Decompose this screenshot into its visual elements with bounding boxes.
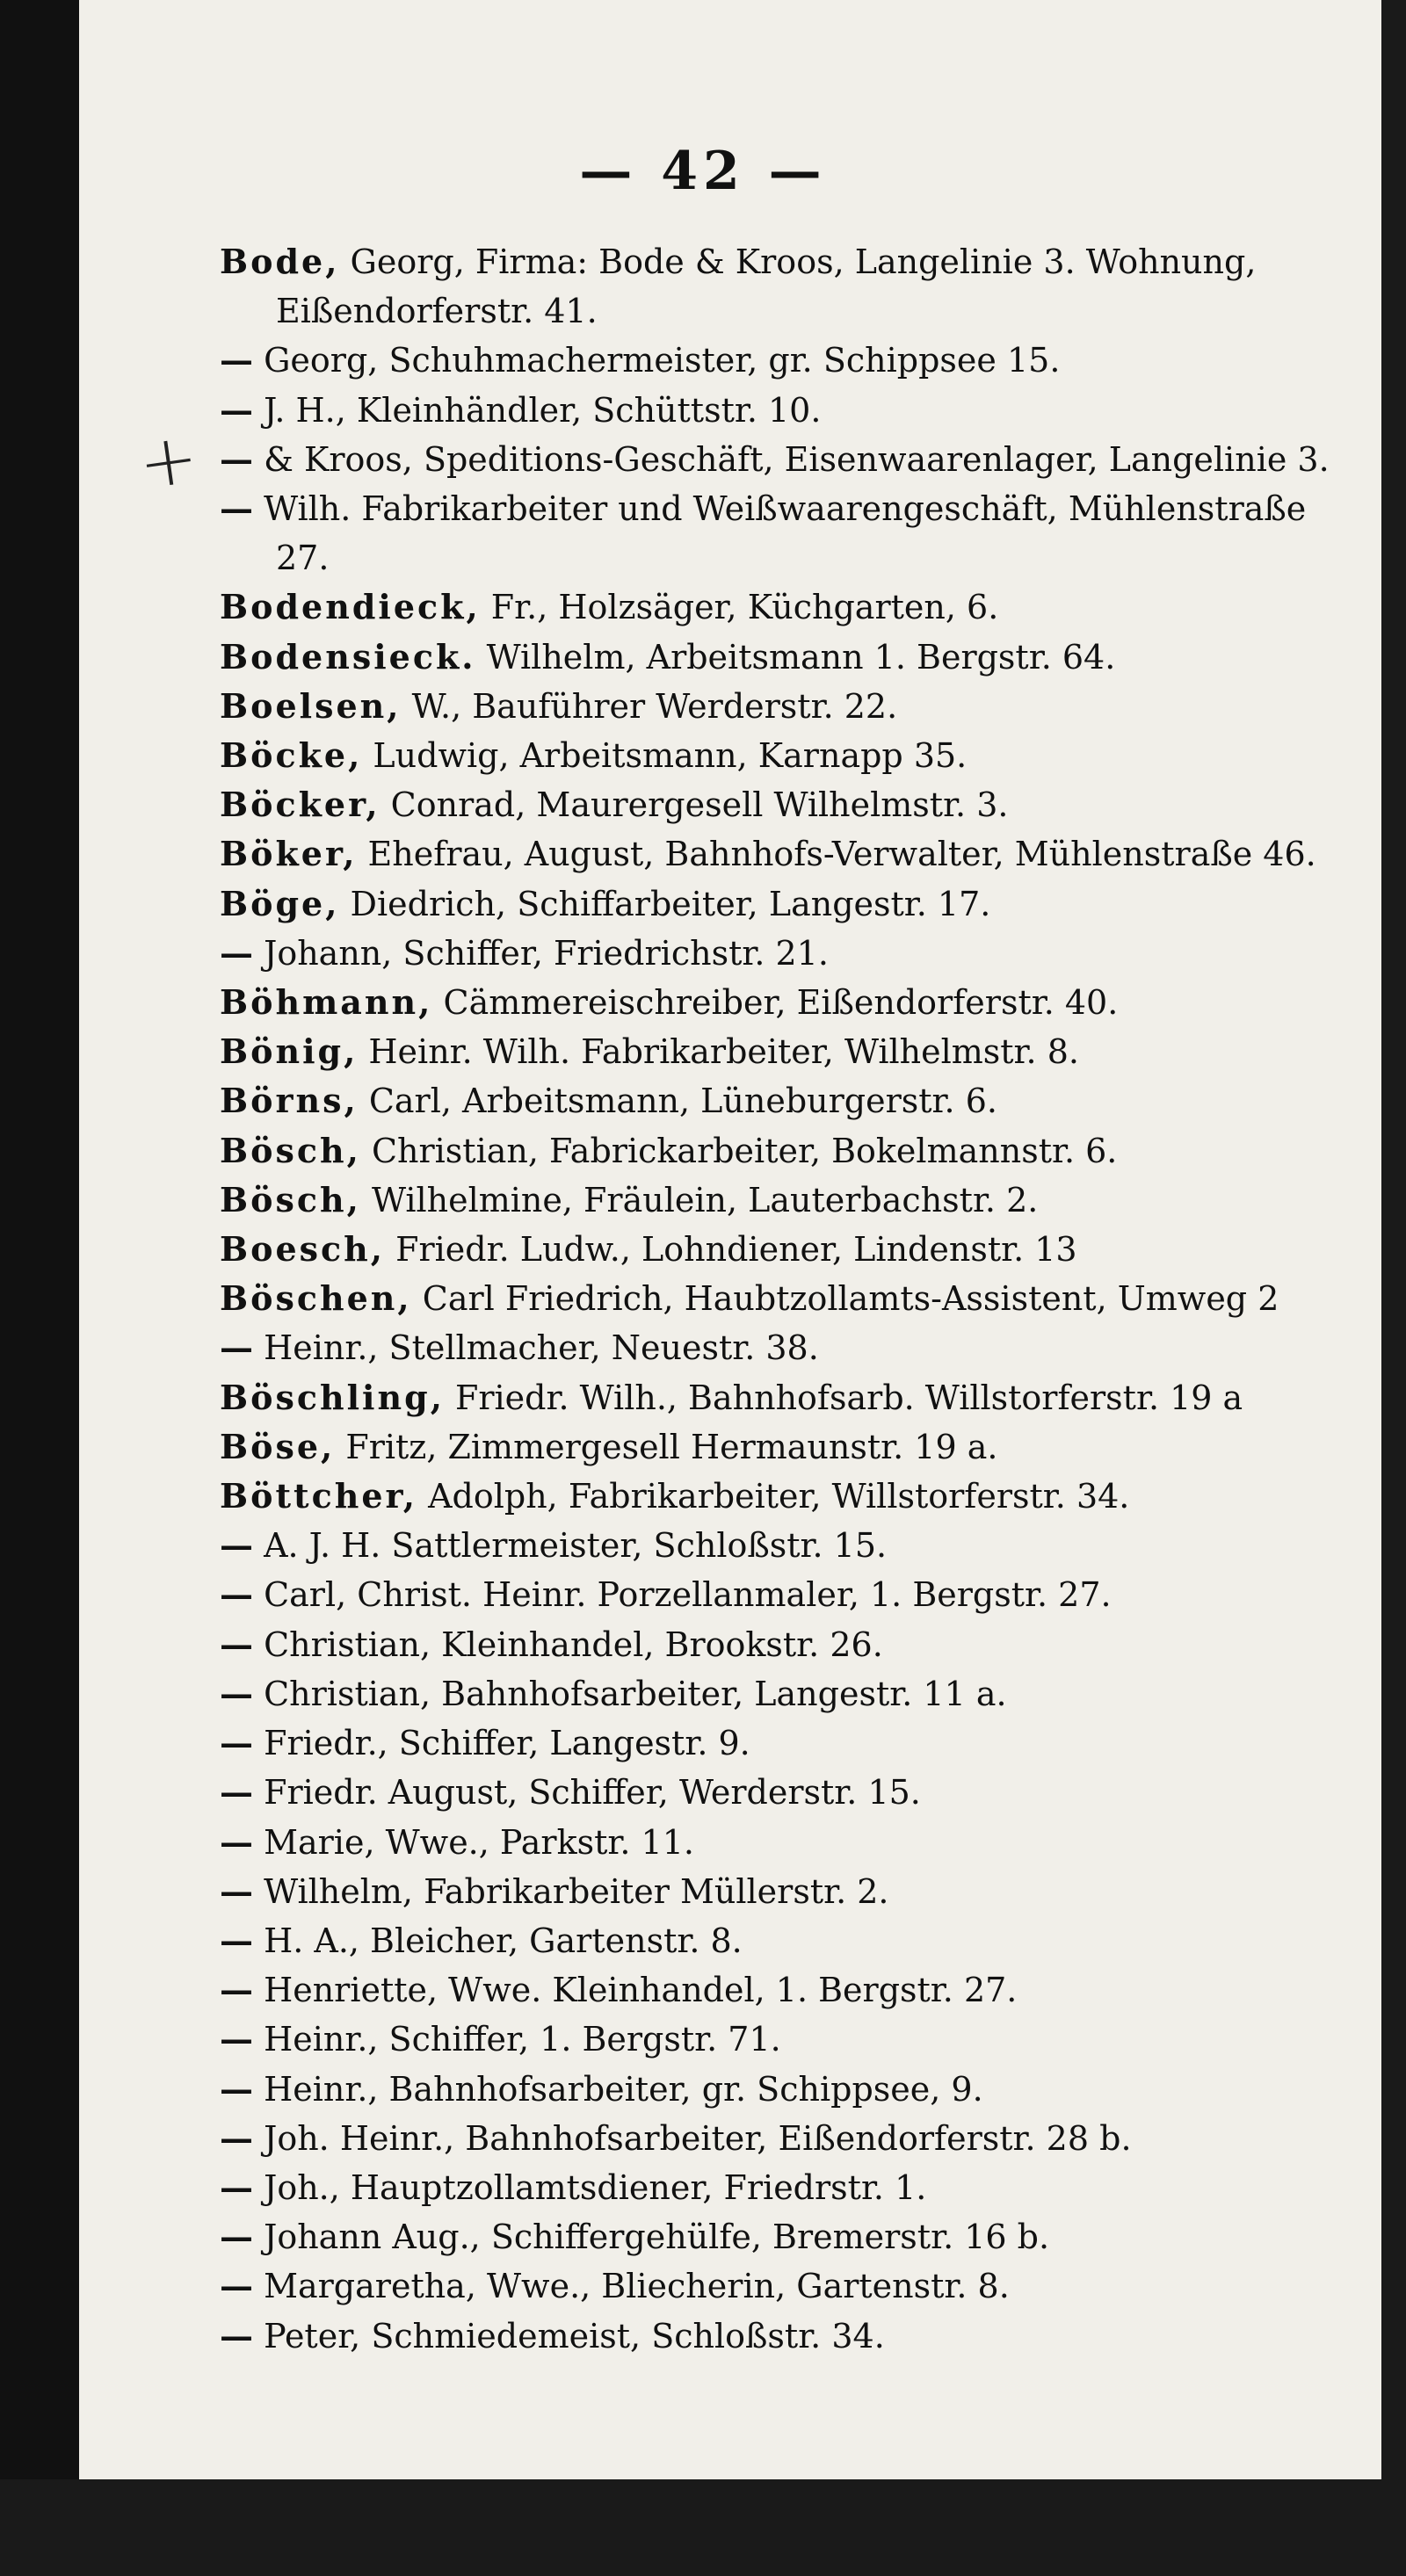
directory-entry (220, 484, 1362, 582)
directory-entries (220, 237, 1362, 2361)
directory-entry (220, 2312, 1362, 2361)
directory-entry (220, 1818, 1362, 1867)
directory-entry (220, 1570, 1362, 1619)
ditto-dash: — (220, 2266, 253, 2306)
scan-margin-right (1381, 0, 1406, 2576)
ditto-dash: — (220, 1970, 253, 2010)
entry-details: Friedr. August, Schiffer, Werderstr. 15. (253, 1773, 921, 1813)
entry-details: Margaretha, Wwe., Bliecherin, Gartenstr. 8. (253, 2267, 1010, 2306)
ditto-dash: — (220, 932, 253, 973)
directory-entry (220, 1373, 1362, 1422)
directory-entry (220, 1126, 1362, 1176)
ditto-dash: — (220, 1821, 253, 1862)
directory-entry (220, 682, 1362, 731)
directory-entry (220, 1768, 1362, 1817)
entry-surname: Börns, (220, 1081, 359, 1121)
entry-details: Adolph, Fabrikarbeiter, Willstorferstr. 34. (417, 1477, 1130, 1516)
entry-surname: Bodendieck, (220, 587, 481, 627)
entry-details: Ehefrau, August, Bahnhofs-Verwalter, Mühlenstraße 46. (357, 835, 1316, 874)
entry-details: Heinr., Schiffer, 1. Bergstr. 71. (253, 2020, 781, 2059)
directory-entry (220, 780, 1362, 829)
entry-surname: Böttcher, (220, 1476, 417, 1516)
directory-entry (220, 1472, 1362, 1521)
ditto-dash: — (220, 389, 253, 430)
ditto-dash: — (220, 2117, 253, 2158)
ditto-dash: — (220, 1723, 253, 1763)
entry-details: Joh., Hauptzollamtsdiener, Friedrstr. 1. (253, 2167, 927, 2207)
entry-surname: Böse, (220, 1426, 336, 1466)
entry-details: Henriette, Wwe. Kleinhandel, 1. Bergstr. 27. (253, 1971, 1018, 2010)
entry-details: Wilhelmine, Fräulein, Lauterbachstr. 2. (360, 1180, 1039, 1219)
entry-surname: Bode, (220, 242, 340, 281)
entry-details: Conrad, Maurergesell Wilhelmstr. 3. (380, 785, 1009, 825)
entry-details: Johann Aug., Schiffergehülfe, Bremerstr. 16 b. (253, 2218, 1050, 2257)
entry-details: W., Bauführer Werderstr. 22. (401, 686, 898, 726)
directory-entry (220, 336, 1362, 385)
entry-surname: Böschen, (220, 1278, 412, 1319)
directory-entry (220, 1176, 1362, 1225)
directory-entry (220, 1916, 1362, 1965)
directory-entry (220, 929, 1362, 978)
entry-details: Cämmereischreiber, Eißendorferstr. 40. (432, 983, 1119, 1023)
entry-details: Christian, Bahnhofsarbeiter, Langestr. 11 a. (253, 1674, 1007, 1713)
directory-entry (220, 731, 1362, 780)
ditto-dash: — (220, 438, 253, 479)
entry-details: A. J. H. Sattlermeister, Schloßstr. 15. (253, 1526, 888, 1566)
directory-entry (220, 879, 1362, 929)
ditto-dash: — (220, 1525, 253, 1566)
ditto-dash: — (220, 2019, 253, 2059)
entry-surname: Böcke, (220, 735, 363, 776)
entry-details: Christian, Fabrickarbeiter, Bokelmannstr. 6. (360, 1131, 1118, 1170)
ditto-dash: — (220, 2217, 253, 2257)
entry-details: Peter, Schmiedemeist, Schloßstr. 34. (253, 2316, 885, 2355)
directory-entry (220, 1274, 1362, 1323)
entry-details: Wilh. Fabrikarbeiter und Weißwaarengeschäft, Mühlenstraße 27. (253, 489, 1307, 578)
entry-details: Diedrich, Schiffarbeiter, Langestr. 17. (339, 884, 991, 923)
entry-surname: Bönig, (220, 1031, 359, 1072)
directory-entry (220, 1422, 1362, 1472)
entry-surname: Bodensieck. (220, 636, 476, 677)
entry-details: Georg, Schuhmachermeister, gr. Schippsee 15. (253, 341, 1061, 380)
entry-details: Carl Friedrich, Haubtzollamts-Assistent, Umweg 2 (411, 1279, 1279, 1319)
entry-details: Heinr., Stellmacher, Neuestr. 38. (253, 1328, 819, 1368)
ditto-dash: — (220, 1673, 253, 1713)
directory-entry (220, 1225, 1362, 1274)
entry-details: Ludwig, Arbeitsmann, Karnapp 35. (362, 736, 968, 776)
entry-surname: Böcker, (220, 785, 380, 825)
entry-details: Fr., Holzsäger, Küchgarten, 6. (480, 588, 999, 627)
entry-surname: Böge, (220, 883, 340, 923)
entry-details: Friedr., Schiffer, Langestr. 9. (253, 1724, 750, 1763)
entry-details: Johann, Schiffer, Friedrichstr. 21. (253, 933, 829, 973)
entry-details: Heinr. Wilh. Fabrikarbeiter, Wilhelmstr. 8. (358, 1032, 1079, 1072)
entry-details: Joh. Heinr., Bahnhofsarbeiter, Eißendorferstr. 28 b. (253, 2118, 1132, 2158)
entry-details: Carl, Arbeitsmann, Lüneburgerstr. 6. (358, 1082, 997, 1121)
entry-details: Heinr., Bahnhofsarbeiter, gr. Schippsee, 9. (253, 2069, 983, 2109)
directory-entry (220, 829, 1362, 879)
directory-entry (220, 1867, 1362, 1916)
directory-entry (220, 2261, 1362, 2311)
entry-details: Friedr. Ludw., Lohndiener, Lindenstr. 13 (385, 1230, 1077, 1270)
entry-details: H. A., Bleicher, Gartenstr. 8. (253, 1921, 743, 1960)
entry-details: Georg, Firma: Bode & Kroos, Langelinie 3. Wohnung, Eißendorferstr. 41. (276, 242, 1257, 331)
directory-entry (220, 1521, 1362, 1570)
ditto-dash: — (220, 1920, 253, 1960)
entry-details: Marie, Wwe., Parkstr. 11. (253, 1822, 694, 1862)
entry-details: Friedr. Wilh., Bahnhofsarb. Willstorferstr. 19 a (444, 1378, 1243, 1417)
directory-entry (220, 1669, 1362, 1719)
directory-entry (220, 2163, 1362, 2212)
directory-entry (220, 582, 1362, 632)
handwritten-margin-mark: + (133, 416, 204, 506)
directory-entry (220, 435, 1362, 484)
directory-entry (220, 237, 1362, 336)
directory-entry (220, 1027, 1362, 1076)
ditto-dash: — (220, 340, 253, 380)
ditto-dash: — (220, 1870, 253, 1911)
directory-entry (220, 978, 1362, 1027)
scan-margin-bottom (0, 2479, 1406, 2576)
ditto-dash: — (220, 1624, 253, 1664)
directory-entry (220, 1323, 1362, 1372)
directory-entry (220, 1965, 1362, 2015)
ditto-dash: — (220, 2068, 253, 2109)
entry-surname: Bösch, (220, 1130, 361, 1170)
entry-details: Fritz, Zimmergesell Hermaunstr. 19 a. (335, 1427, 998, 1466)
entry-details: Wilhelm, Fabrikarbeiter Müllerstr. 2. (253, 1871, 889, 1911)
entry-details: Wilhelm, Arbeitsmann 1. Bergstr. 64. (475, 637, 1116, 677)
ditto-dash: — (220, 2315, 253, 2355)
page-number: — 42 — (579, 141, 827, 202)
entry-details: Christian, Kleinhandel, Brookstr. 26. (253, 1624, 883, 1664)
directory-entry (220, 2114, 1362, 2163)
entry-surname: Bösch, (220, 1179, 361, 1219)
directory-entry (220, 386, 1362, 435)
entry-surname: Böhmann, (220, 982, 433, 1023)
entry-details: & Kroos, Speditions-Geschäft, Eisenwaarenlager, Langelinie 3. (253, 439, 1330, 479)
directory-entry (220, 2015, 1362, 2064)
entry-surname: Boelsen, (220, 685, 402, 726)
entry-surname: Böker, (220, 834, 358, 874)
ditto-dash: — (220, 2167, 253, 2207)
ditto-dash: — (220, 1574, 253, 1615)
entry-surname: Boesch, (220, 1229, 386, 1270)
ditto-dash: — (220, 1328, 253, 1368)
ditto-dash: — (220, 1772, 253, 1813)
entry-details: Carl, Christ. Heinr. Porzellanmaler, 1. Bergstr. 27. (253, 1575, 1112, 1615)
directory-entry (220, 1076, 1362, 1125)
directory-entry (220, 1719, 1362, 1768)
directory-entry (220, 2065, 1362, 2114)
ditto-dash: — (220, 488, 253, 529)
scan-margin-left (0, 0, 79, 2576)
directory-entry (220, 633, 1362, 682)
directory-entry (220, 2212, 1362, 2261)
directory-entry (220, 1620, 1362, 1669)
entry-details: J. H., Kleinhändler, Schüttstr. 10. (253, 390, 822, 430)
entry-surname: Böschling, (220, 1377, 445, 1417)
